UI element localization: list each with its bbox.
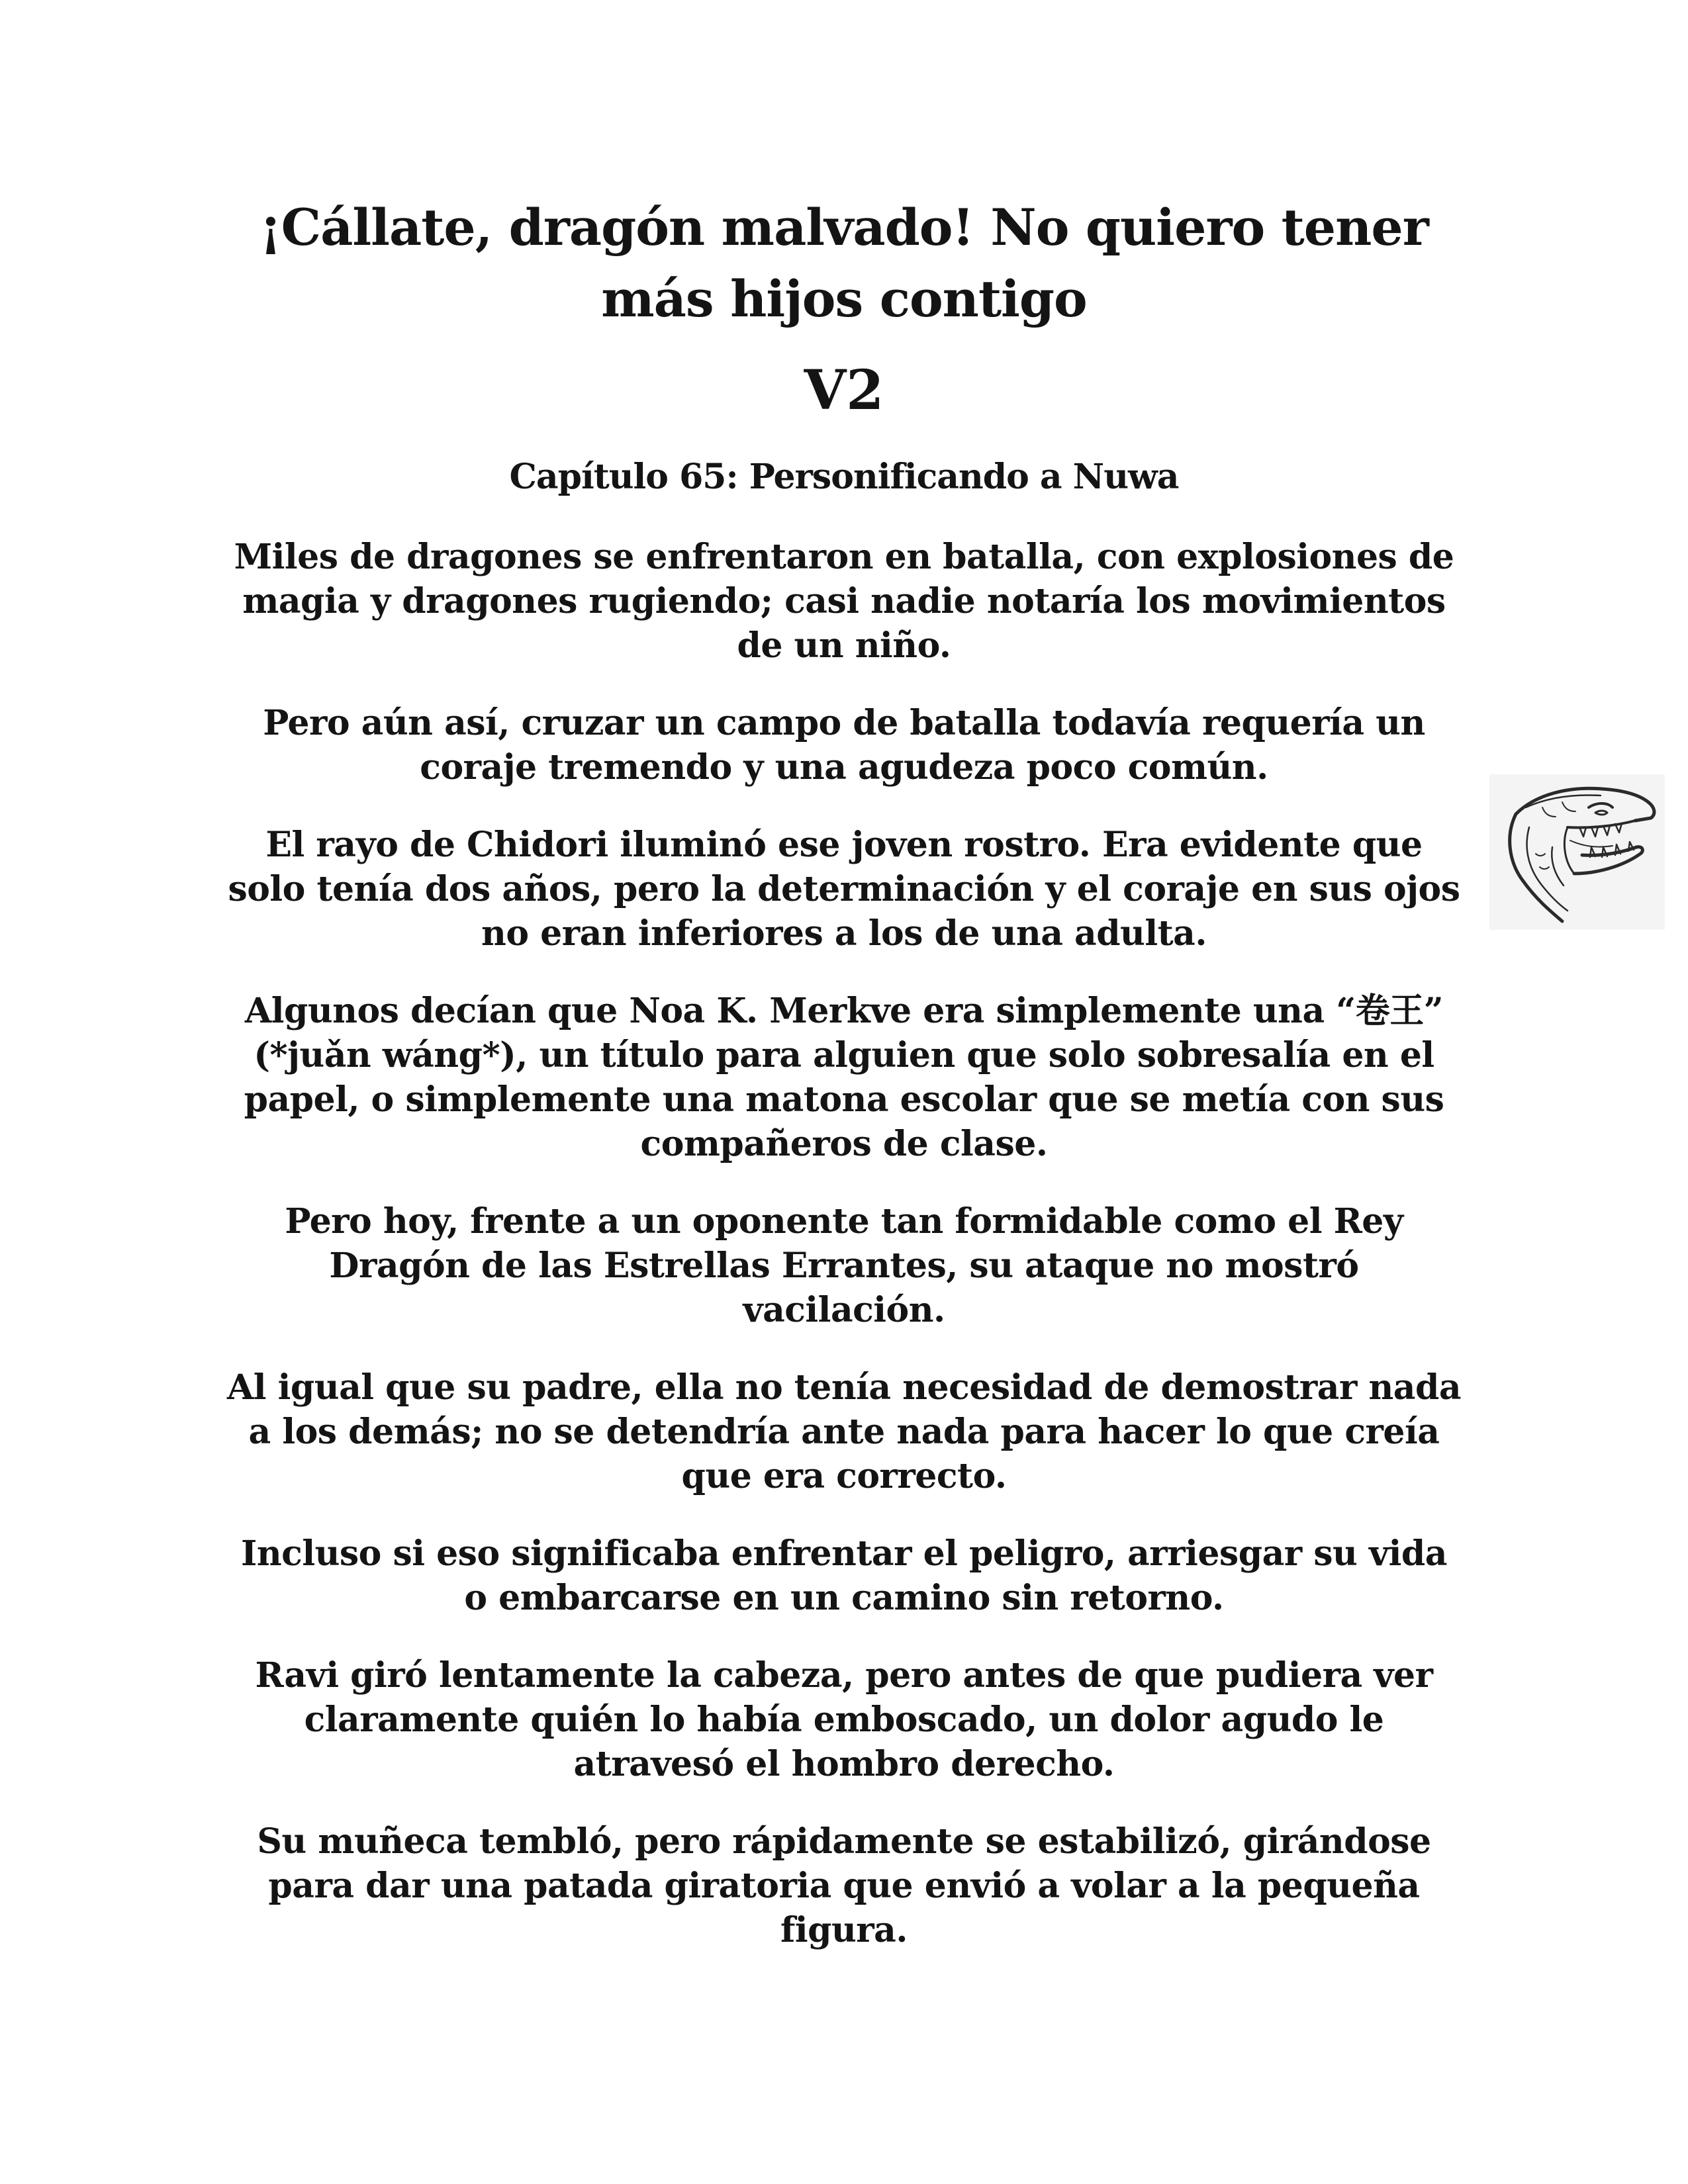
- paragraph-9: Su muñeca tembló, pero rápidamente se estabilizó, girándose para dar una patada giratoria que envió a volar a la pequeña figura.: [257, 1821, 1431, 1950]
- chapter-body: [225, 535, 1463, 1985]
- volume-label: V2: [804, 359, 884, 422]
- paragraph-1: Miles de dragones se enfrentaron en batalla, con explosiones de magia y dragones rugiendo; casi nadie notaría los movimientos de un niño.: [234, 537, 1454, 666]
- paragraph-5: Pero hoy, frente a un oponente tan formidable como el Rey Dragón de las Estrellas Errantes, su ataque no mostró vacilación.: [285, 1201, 1403, 1330]
- paragraph-7: Incluso si eso significaba enfrentar el peligro, arriesgar su vida o embarcarse en un camino sin retorno.: [241, 1533, 1447, 1618]
- paragraph-3: El rayo de Chidori iluminó ese joven rostro. Era evidente que solo tenía dos años, pero la determinación y el coraje en sus ojos no eran inferiores a los de una adulta.: [228, 825, 1460, 954]
- document-title: ¡Cállate, dragón malvado! No quiero tener más hijos contigo: [259, 198, 1429, 328]
- paragraph-2: Pero aún así, cruzar un campo de batalla todavía requería un coraje tremendo y una agudeza poco común.: [263, 703, 1425, 788]
- paragraph-6: Al igual que su padre, ella no tenía necesidad de demostrar nada a los demás; no se detendría ante nada para hacer lo que creía que era correcto.: [226, 1367, 1462, 1496]
- paragraph-8: Ravi giró lentamente la cabeza, pero antes de que pudiera ver claramente quién lo había emboscado, un dolor agudo le atravesó el hombro derecho.: [255, 1655, 1433, 1784]
- chapter-heading: Capítulo 65: Personificando a Nuwa: [509, 457, 1179, 497]
- paragraph-4: Algunos decían que Noa K. Merkve era simplemente una “卷王” (*juǎn wáng*), un título para alguien que solo sobresalía en el papel, o simplemente una matona escolar que se metía con sus compañeros de clase.: [244, 991, 1444, 1164]
- dinosaur-head-sketch-icon: [1489, 774, 1665, 930]
